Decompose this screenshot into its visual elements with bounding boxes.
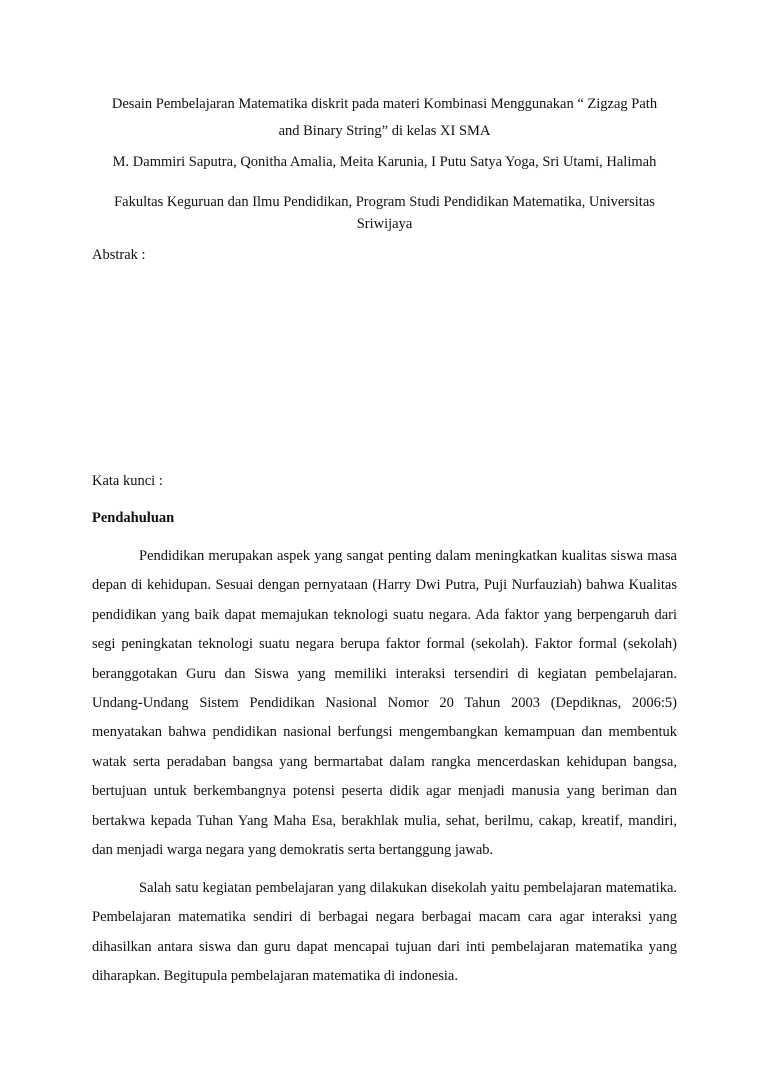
affiliation-line-2: Sriwijaya <box>356 216 413 232</box>
paper-title <box>92 91 677 145</box>
abstract-label: Abstrak : <box>92 247 146 263</box>
affiliation-line-1: Fakultas Keguruan dan Ilmu Pendidikan, Program Studi Pendidikan Matematika, Universitas <box>114 194 655 210</box>
paper-title-line-2: and Binary String” di kelas XI SMA <box>278 123 491 139</box>
keywords-label: Kata kunci : <box>92 473 163 489</box>
paper-title-line-1: Desain Pembelajaran Matematika diskrit pada materi Kombinasi Menggunakan “ Zigzag Path <box>111 96 658 112</box>
body-paragraph-2: Salah satu kegiatan pembelajaran yang dilakukan disekolah yaitu pembelajaran matematika. Pembelajaran matematika sendiri di berbagai negara berbagai macam cara agar interaksi yang dihasilkan antara siswa dan guru dapat mencapai tujuan dari inti pembelajaran matematika yang diharapkan. Begitupula pembelajaran matematika di indonesia. <box>92 880 677 985</box>
paper-affiliation <box>92 191 677 235</box>
paper-authors: M. Dammiri Saputra, Qonitha Amalia, Meita Karunia, I Putu Satya Yoga, Sri Utami, Halimah <box>112 154 657 170</box>
body-paragraph-1: Pendidikan merupakan aspek yang sangat penting dalam meningkatkan kualitas siswa masa depan di kehidupan. Sesuai dengan pernyataan (Harry Dwi Putra, Puji Nurfauziah) bahwa Kualitas pendidikan yang baik dapat memajukan teknologi suatu negara. Ada faktor yang berpengaruh dari segi peningkatan teknologi suatu negara berupa faktor formal (sekolah). Faktor formal (sekolah) beranggotakan Guru dan Siswa yang memiliki interaksi tersendiri di kegiatan pembelajaran. Undang-Undang Sistem Pendidikan Nasional Nomor 20 Tahun 2003 (Depdiknas, 2006:5) menyatakan bahwa pendidikan nasional berfungsi mengembangkan kemampuan dan membentuk watak serta peradaban bangsa yang bermartabat dalam rangka mencerdaskan kehidupan bangsa, bertujuan untuk berkembangnya potensi peserta didik agar menjadi manusia yang beriman dan bertakwa kepada Tuhan Yang Maha Esa, berakhlak mulia, sehat, berilmu, cakap, kreatif, mandiri, dan menjadi warga negara yang demokratis serta bertanggung jawab. <box>92 548 677 859</box>
section-heading: Pendahuluan <box>92 510 175 526</box>
